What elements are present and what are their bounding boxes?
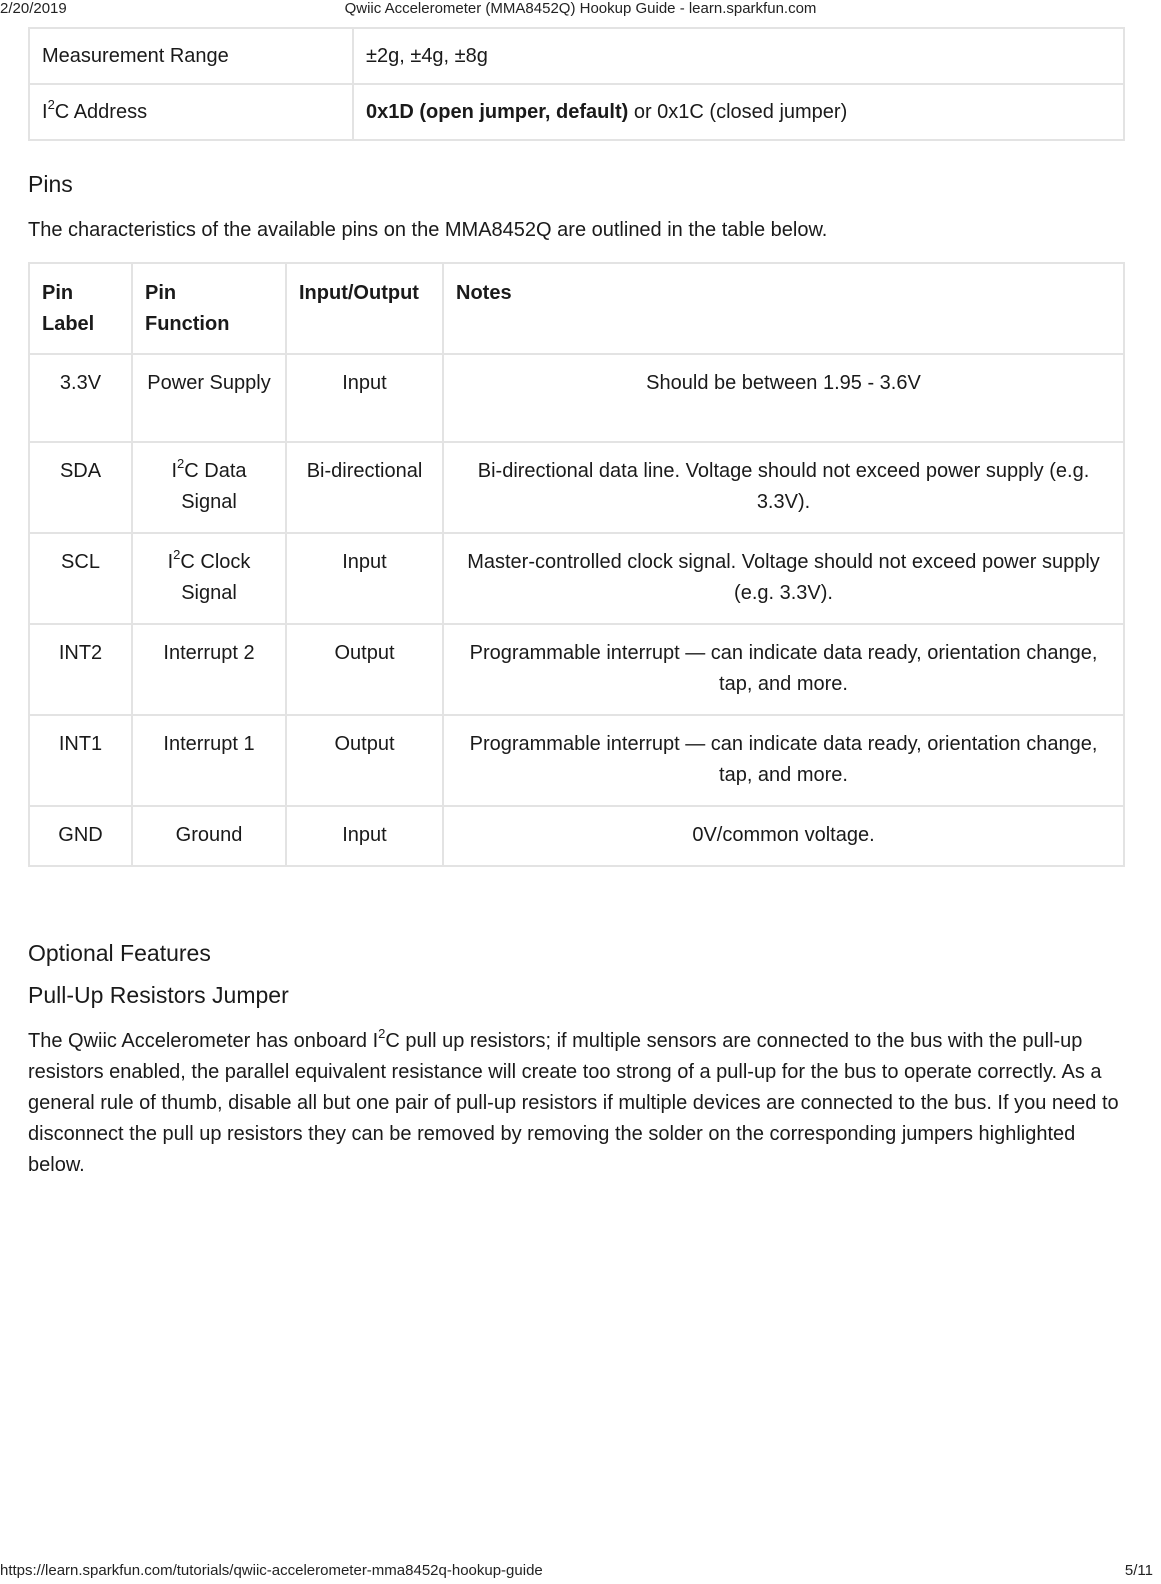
pin-function: Interrupt 1 bbox=[132, 715, 286, 806]
spec-table bbox=[28, 27, 1125, 141]
pin-notes: Programmable interrupt — can indicate data ready, orientation change, tap, and more. bbox=[443, 715, 1124, 806]
pin-notes: Programmable interrupt — can indicate data ready, orientation change, tap, and more. bbox=[443, 624, 1124, 715]
col-header-pin-function: Pin Function bbox=[132, 263, 286, 354]
pin-io: Input bbox=[286, 354, 443, 442]
optional-features-heading: Optional Features bbox=[28, 940, 211, 966]
pin-label: INT2 bbox=[29, 624, 132, 715]
pin-function: Ground bbox=[132, 806, 286, 866]
col-header-io: Input/Output bbox=[286, 263, 443, 354]
pin-table-header bbox=[29, 263, 1124, 354]
default-address: 0x1D (open jumper, default) bbox=[366, 100, 629, 123]
pin-io: Output bbox=[286, 715, 443, 806]
pin-label: 3.3V bbox=[29, 354, 132, 442]
table-row bbox=[29, 715, 1124, 806]
print-title: Qwiic Accelerometer (MMA8452Q) Hookup Guide - learn.sparkfun.com bbox=[344, 0, 817, 17]
pins-intro: The characteristics of the available pins on the MMA8452Q are outlined in the table below. bbox=[28, 219, 828, 241]
pin-notes: Bi-directional data line. Voltage should not exceed power supply (e.g. 3.3V). bbox=[443, 442, 1124, 533]
pin-io: Input bbox=[286, 806, 443, 866]
col-header-notes: Notes bbox=[443, 263, 1124, 354]
pin-io: Input bbox=[286, 533, 443, 624]
pin-io: Output bbox=[286, 624, 443, 715]
pin-label: INT1 bbox=[29, 715, 132, 806]
spec-value: ±2g, ±4g, ±8g bbox=[353, 28, 1124, 84]
page-number: 5/11 bbox=[1124, 1562, 1153, 1579]
spec-row bbox=[29, 84, 1124, 140]
spec-label: Measurement Range bbox=[29, 28, 353, 84]
spec-value: 0x1D (open jumper, default) or 0x1C (closed jumper) bbox=[353, 84, 1124, 140]
pin-label: SCL bbox=[29, 533, 132, 624]
pin-notes: 0V/common voltage. bbox=[443, 806, 1124, 866]
print-footer bbox=[0, 1562, 1161, 1582]
pin-label: GND bbox=[29, 806, 132, 866]
pin-table bbox=[28, 262, 1125, 867]
print-header bbox=[0, 0, 1161, 20]
table-row bbox=[29, 533, 1124, 624]
table-row bbox=[29, 354, 1124, 442]
pullup-heading: Pull-Up Resistors Jumper bbox=[28, 982, 289, 1008]
pin-notes: Master-controlled clock signal. Voltage should not exceed power supply (e.g. 3.3V). bbox=[443, 533, 1124, 624]
table-row bbox=[29, 442, 1124, 533]
pullup-paragraph: The Qwiic Accelerometer has onboard $I^2C$ pull up resistors; if multiple sensors are connected to the bus with the pull-up resistors enabled, the parallel equivalent resistance will create too strong of a pull-up for the bus to operate correctly. As a general rule of thumb, disable all but one pair of pull-up resistors if multiple devices are connected to the bus. If you need to disconnect the pull up resistors they can be removed by removing the solder on the corresponding jumpers highlighted below. bbox=[28, 1026, 1119, 1176]
pins-heading: Pins bbox=[28, 171, 73, 197]
col-header-pin-label: Pin Label bbox=[29, 263, 132, 354]
print-url: https://learn.sparkfun.com/tutorials/qwiic-accelerometer-mma8452q-hookup-guide bbox=[0, 1562, 543, 1579]
pin-notes: Should be between 1.95 - 3.6V bbox=[443, 354, 1124, 442]
pin-function: $I^2C$ Data Signal bbox=[132, 442, 286, 533]
pin-label: SDA bbox=[29, 442, 132, 533]
pin-io: Bi-directional bbox=[286, 442, 443, 533]
print-date: 2/20/2019 bbox=[0, 0, 67, 17]
table-row bbox=[29, 624, 1124, 715]
pin-function: Power Supply bbox=[132, 354, 286, 442]
pin-function: $I^2C$ Clock Signal bbox=[132, 533, 286, 624]
table-row bbox=[29, 806, 1124, 866]
spec-label: $I^2C$ Address bbox=[29, 84, 353, 140]
spec-row bbox=[29, 28, 1124, 84]
pin-function: Interrupt 2 bbox=[132, 624, 286, 715]
